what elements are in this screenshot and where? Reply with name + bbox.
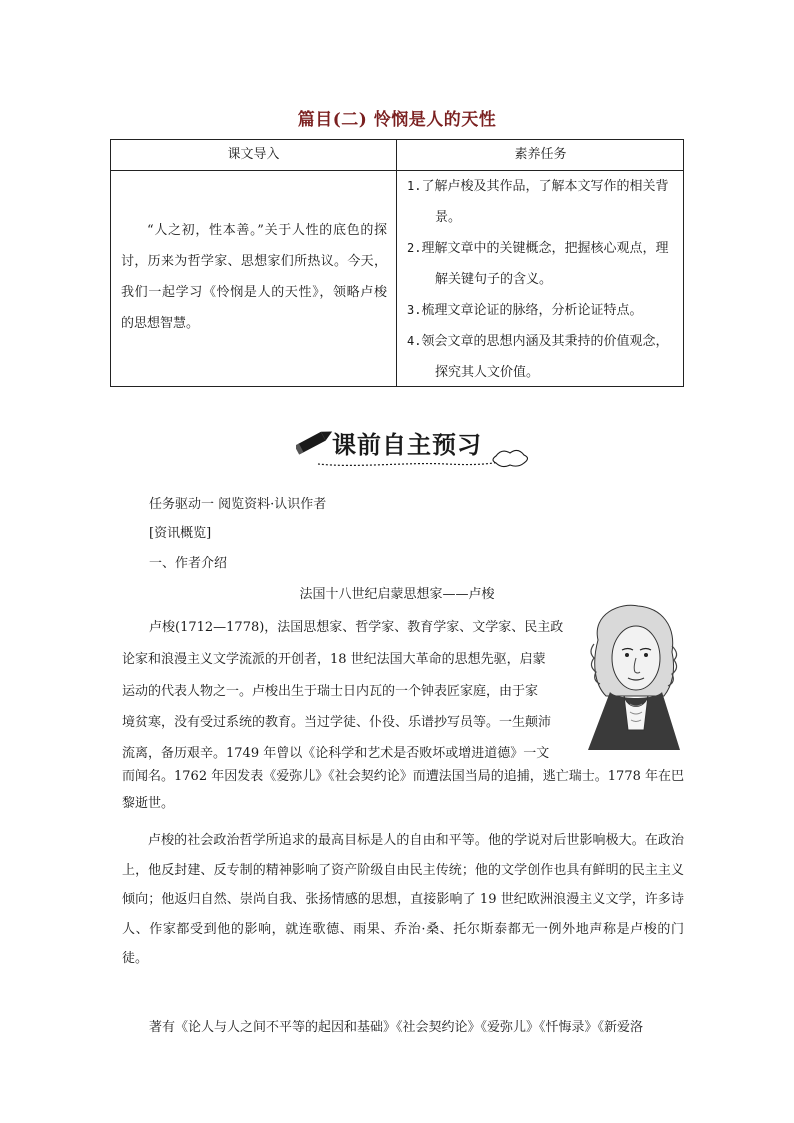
page-title: 篇目(二) 怜悯是人的天性 — [297, 110, 497, 130]
task-text: 领会文章的思想内涵及其秉持的价值观念，探究其人文价值。 — [421, 334, 669, 380]
task-list — [407, 171, 679, 388]
bio-line: 境贫寒，没有受过系统的教育。当过学徒、仆役、乐谱抄写员等。一生颠沛 — [122, 715, 552, 730]
works-paragraph: 著有《论人与人之间不平等的起因和基础》《社会契约论》《爱弥儿》《忏悔录》《新爱洛 — [149, 1020, 644, 1035]
task-item — [407, 233, 679, 295]
bio-line: 卢梭(1712—1778)，法国思想家、哲学家、教育学家、文学家、民主政 — [149, 620, 564, 635]
table-header-intro: 课文导入 — [227, 147, 280, 162]
task-item — [407, 326, 679, 388]
task-number: 4. — [407, 334, 422, 348]
rousseau-portrait — [580, 600, 688, 750]
info-label: [资讯概览] — [149, 526, 212, 541]
task-text: 理解文章中的关键概念，把握核心观点，理解关键句子的含义。 — [421, 241, 669, 287]
influence-paragraph: 卢梭的社会政治哲学所追求的最高目标是人的自由和平等。他的学说对后世影响极大。在政治上，他反封建、反专制的精神影响了资产阶级自由民主传统；他的文学创作也具有鲜明的民主主义倾向；他返归自然、崇尚自我、张扬情感的思想，直接影响了 19 世纪欧洲浪漫主义文学，许多诗人、作家都受到他的影响，就连歌德、雨果、乔治·桑、托尔斯泰都无一例外地声称是卢梭的门徒。 — [122, 833, 684, 966]
task-item — [407, 295, 679, 326]
banner-title: 课前自主预习 — [332, 430, 482, 459]
task-number: 1. — [407, 179, 422, 193]
bio-line: 论家和浪漫主义文学流派的开创者，18 世纪法国大革命的思想先驱，启蒙 — [122, 652, 546, 667]
bio-line: 运动的代表人物之一。卢梭出生于瑞士日内瓦的一个钟表匠家庭，由于家 — [122, 684, 539, 699]
table-column-divider — [396, 140, 397, 386]
lesson-intro-text: “人之初，性本善。”关于人性的底色的探讨，历来为哲学家、思想家们所热议。今天，我们一起学习《怜悯是人的天性》，领略卢梭的思想智慧。 — [121, 223, 387, 331]
task-number: 2. — [407, 241, 422, 255]
task-text: 了解卢梭及其作品，了解本文写作的相关背景。 — [421, 179, 669, 225]
task-drive-heading: 任务驱动一 阅览资料·认识作者 — [149, 497, 327, 512]
section-heading: 一、作者介绍 — [149, 556, 228, 571]
task-number: 3. — [407, 303, 422, 317]
bio-line: 流离，备历艰辛。1749 年曾以《论科学和艺术是否败坏或增进道德》一文 — [122, 746, 550, 761]
table-header-tasks: 素养任务 — [514, 147, 567, 162]
bio-paragraph-end: 而闻名。1762 年因发表《爱弥儿》《社会契约论》而遭法国当局的追捕，逃亡瑞士。1778 年在巴黎逝世。 — [122, 769, 684, 811]
author-subtitle: 法国十八世纪启蒙思想家——卢梭 — [299, 587, 495, 602]
intro-table — [110, 139, 684, 387]
task-item — [407, 171, 679, 233]
task-text: 梳理文章论证的脉络，分析论证特点。 — [421, 303, 643, 318]
section-banner — [296, 418, 536, 476]
